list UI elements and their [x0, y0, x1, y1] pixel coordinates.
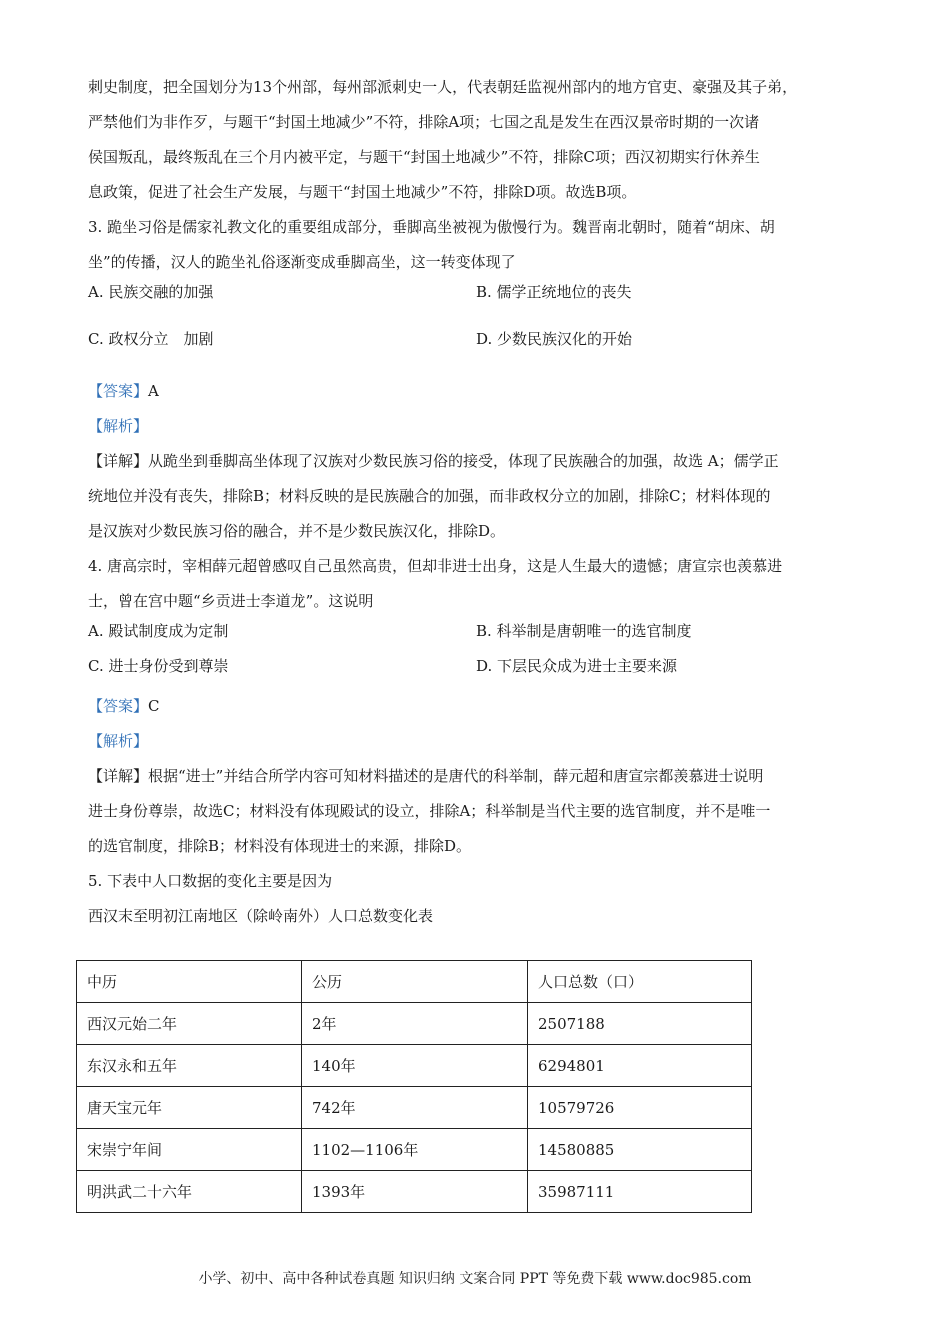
intro-line-1: 刺史制度，把全国划分为13个州部，每州部派刺史一人，代表朝廷监视州部内的地方官吏、豪强及其子弟，: [88, 78, 798, 96]
table-cell: 6294801: [528, 1045, 752, 1087]
q3-option-d: D. 少数民族汉化的开始: [476, 330, 633, 348]
intro-line-2: 严禁他们为非作歹，与题干“封国土地减少”不符，排除A项；七国之乱是发生在西汉景帝时期的一次诸: [88, 113, 760, 131]
q4-detail-line-1: [88, 759, 868, 794]
table-cell: 唐天宝元年: [77, 1087, 302, 1129]
q4-detail-text-1: 根据“进士”并结合所学内容可知材料描述的是唐代的科举制，薛元超和唐宣宗都羡慕进士说明: [148, 767, 764, 785]
table-header-cell: 中历: [77, 961, 302, 1003]
table-cell: 14580885: [528, 1129, 752, 1171]
q3-analysis-label: 【解析】: [88, 417, 149, 435]
q4-stem-line-2: 士，曾在宫中题“乡贡进士李道龙”。这说明: [88, 592, 374, 610]
intro-line-3: 侯国叛乱，最终叛乱在三个月内被平定，与题干“封国土地减少”不符，排除C项；西汉初期实行休养生: [88, 148, 760, 166]
table-cell: 35987111: [528, 1171, 752, 1213]
q3-stem-line-1: 3. 跪坐习俗是儒家礼教文化的重要组成部分，垂脚高坐被视为傲慢行为。魏晋南北朝时，随着“胡床、胡: [88, 218, 775, 236]
q4-option-b: B. 科举制是唐朝唯一的选官制度: [476, 622, 692, 640]
q4-option-d: D. 下层民众成为进士主要来源: [476, 657, 678, 675]
table-cell: 1393年: [302, 1171, 528, 1213]
q4-detail-tag: 【详解】: [88, 767, 149, 785]
table-row: [77, 1087, 752, 1129]
table-cell: 明洪武二十六年: [77, 1171, 302, 1213]
table-header-cell: 人口总数（口）: [528, 961, 752, 1003]
q5-stem: 5. 下表中人口数据的变化主要是因为: [88, 872, 333, 890]
intro-line-4: 息政策，促进了社会生产发展，与题干“封国土地减少”不符，排除D项。故选B项。: [88, 183, 637, 201]
q3-analysis-tag: [88, 409, 868, 444]
q4-detail-line-2: 进士身份尊崇，故选C；材料没有体现殿试的设立，排除A；科举制是当代主要的选官制度，并不是唯一: [88, 802, 771, 820]
q3-option-c: C. 政权分立 加剧: [88, 330, 214, 348]
q3-answer-tag: 【答案】: [88, 382, 149, 400]
q4-answer-value: C: [148, 697, 160, 715]
table-cell: 1102—1106年: [302, 1129, 528, 1171]
q3-option-a: A. 民族交融的加强: [88, 283, 214, 301]
q3-detail-line-3: 是汉族对少数民族习俗的融合，并不是少数民族汉化，排除D。: [88, 522, 506, 540]
table-cell: 宋崇宁年间: [77, 1129, 302, 1171]
table-cell: 东汉永和五年: [77, 1045, 302, 1087]
table-cell: 西汉元始二年: [77, 1003, 302, 1045]
q3-stem-line-2: 坐”的传播，汉人的跪坐礼俗逐渐变成垂脚高坐，这一转变体现了: [88, 253, 516, 271]
table-cell: 140年: [302, 1045, 528, 1087]
q4-options-row-2: [88, 654, 868, 689]
q3-detail-text-1: 从跪坐到垂脚高坐体现了汉族对少数民族习俗的接受，体现了民族融合的加强，故选 A；儒学正: [148, 452, 779, 470]
table-header-cell: 公历: [302, 961, 528, 1003]
table-header-row: [77, 961, 752, 1003]
q5-table-title: 西汉末至明初江南地区（除岭南外）人口总数变化表: [88, 907, 434, 925]
table-cell: 2507188: [528, 1003, 752, 1045]
q4-analysis-tag: [88, 724, 868, 759]
table-cell: 742年: [302, 1087, 528, 1129]
q3-detail-tag: 【详解】: [88, 452, 149, 470]
table-row: [77, 1003, 752, 1045]
q4-answer: [88, 689, 868, 724]
q4-option-a: A. 殿试制度成为定制: [88, 622, 229, 640]
table-cell: 2年: [302, 1003, 528, 1045]
table-row: [77, 1045, 752, 1087]
population-table: [76, 960, 752, 1213]
q4-option-c: C. 进士身份受到尊崇: [88, 657, 229, 675]
q4-stem-line-1: 4. 唐高宗时，宰相薛元超曾感叹自己虽然高贵，但却非进士出身，这是人生最大的遗憾；唐宣宗也羡慕进: [88, 557, 783, 575]
q3-options-row-1: [88, 280, 868, 327]
q4-detail-line-3: 的选官制度，排除B；材料没有体现进士的来源，排除D。: [88, 837, 472, 855]
q3-answer: [88, 374, 868, 409]
q4-options-row-1: [88, 619, 868, 654]
q4-analysis-label: 【解析】: [88, 732, 149, 750]
q3-detail-line-2: 统地位并没有丧失，排除B；材料反映的是民族融合的加强，而非政权分立的加剧，排除C；材料体现的: [88, 487, 771, 505]
page-footer: 小学、初中、高中各种试卷真题 知识归纳 文案合同 PPT 等免费下载 www.doc985.com: [198, 1271, 752, 1287]
q3-detail-line-1: [88, 444, 868, 479]
table-row: [77, 1171, 752, 1213]
q4-answer-tag: 【答案】: [88, 697, 149, 715]
q3-options-row-2: [88, 327, 868, 374]
q3-option-b: B. 儒学正统地位的丧失: [476, 283, 632, 301]
table-row: [77, 1129, 752, 1171]
table-cell: 10579726: [528, 1087, 752, 1129]
q3-answer-value: A: [148, 382, 159, 400]
document-page: [88, 70, 868, 934]
